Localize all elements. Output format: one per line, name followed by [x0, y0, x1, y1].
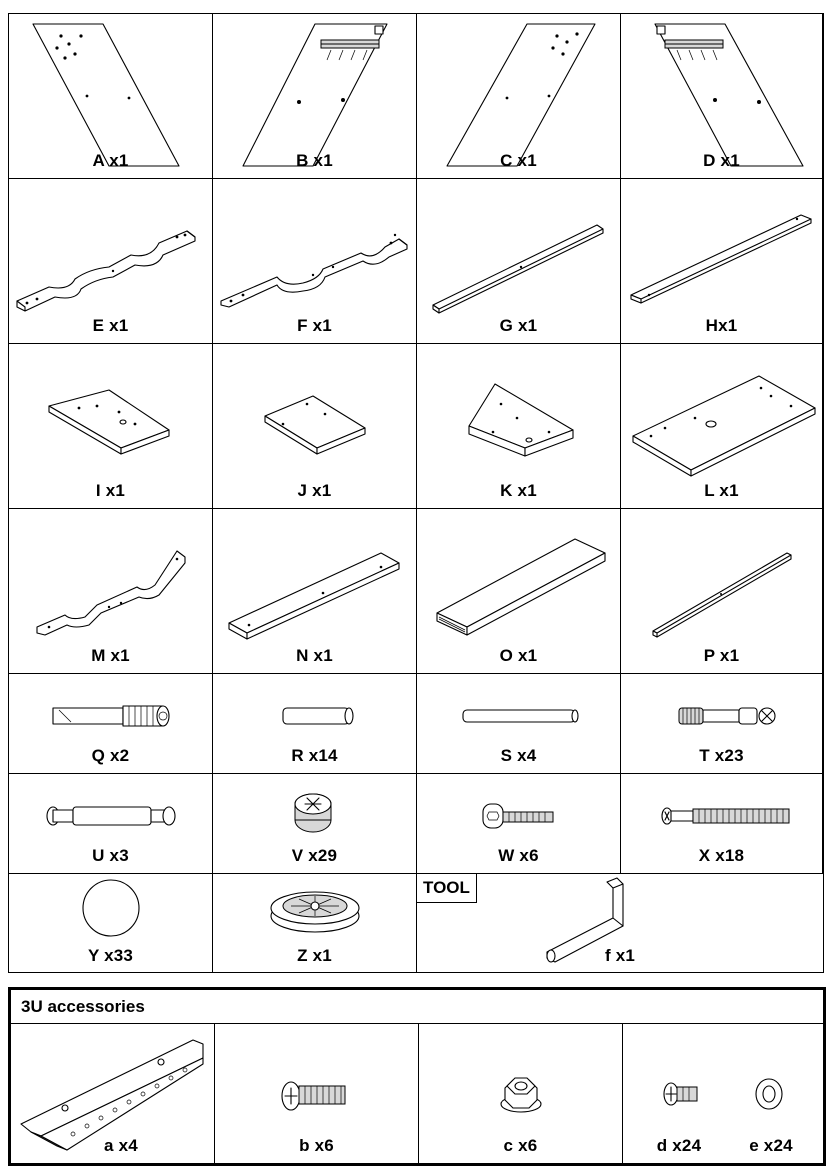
part-label-p: P x1 — [703, 646, 740, 665]
part-cell-c — [417, 14, 621, 179]
hardware-cell-t — [621, 674, 823, 774]
part-cell-m — [9, 509, 213, 674]
hardware-label-q: Q x2 — [91, 746, 130, 765]
tool-label: f x1 — [604, 946, 636, 965]
part-label-n: N x1 — [296, 646, 333, 665]
part-label-i: I x1 — [95, 481, 126, 500]
part-label-a: A x1 — [92, 151, 129, 170]
part-cell-o — [417, 509, 621, 674]
accessory-cell-c — [419, 1024, 623, 1163]
hardware-cell-x — [621, 774, 823, 874]
part-cell-h — [621, 179, 823, 344]
part-cell-j — [213, 344, 417, 509]
hardware-cell-z — [213, 874, 417, 972]
hardware-cell-y — [9, 874, 213, 972]
part-cell-i — [9, 344, 213, 509]
part-label-f: F x1 — [297, 316, 332, 335]
hardware-label-u: U x3 — [92, 846, 129, 865]
part-label-e: E x1 — [92, 316, 129, 335]
hardware-label-r: R x14 — [291, 746, 338, 765]
accessories-title: 3U accessories — [11, 990, 823, 1024]
part-cell-l — [621, 344, 823, 509]
hardware-cell-q — [9, 674, 213, 774]
hardware-cell-w — [417, 774, 621, 874]
hardware-cell-u — [9, 774, 213, 874]
part-label-l: L x1 — [704, 481, 739, 500]
hardware-label-y: Y x33 — [87, 946, 134, 965]
accessory-cell-b — [215, 1024, 419, 1163]
part-cell-n — [213, 509, 417, 674]
tool-cell — [417, 874, 823, 972]
part-cell-d — [621, 14, 823, 179]
part-cell-k — [417, 344, 621, 509]
part-label-b: B x1 — [296, 151, 333, 170]
part-cell-e — [9, 179, 213, 344]
part-cell-a — [9, 14, 213, 179]
accessory-label-d: d x24 — [656, 1136, 702, 1155]
hardware-cell-r — [213, 674, 417, 774]
part-label-m: M x1 — [91, 646, 130, 665]
part-label-k: K x1 — [500, 481, 537, 500]
accessory-label-e: e x24 — [749, 1136, 793, 1155]
accessory-label-a: a x4 — [104, 1136, 138, 1155]
part-cell-b — [213, 14, 417, 179]
tool-heading: TOOL — [417, 874, 477, 903]
hardware-label-w: W x6 — [498, 846, 539, 865]
part-cell-f — [213, 179, 417, 344]
accessory-label-b: b x6 — [299, 1136, 334, 1155]
hardware-cell-v — [213, 774, 417, 874]
hardware-label-v: V x29 — [291, 846, 338, 865]
part-label-o: O x1 — [499, 646, 538, 665]
part-label-j: J x1 — [297, 481, 332, 500]
part-cell-p — [621, 509, 823, 674]
hardware-cell-s — [417, 674, 621, 774]
hardware-label-z: Z x1 — [297, 946, 332, 965]
accessory-cell-a — [11, 1024, 215, 1163]
part-label-h: Hx1 — [705, 316, 738, 335]
part-label-d: D x1 — [703, 151, 740, 170]
part-cell-g — [417, 179, 621, 344]
part-label-g: G x1 — [499, 316, 538, 335]
accessory-label-c: c x6 — [503, 1136, 538, 1155]
hardware-label-s: S x4 — [500, 746, 537, 765]
accessory-cell-de — [623, 1024, 823, 1163]
part-label-c: C x1 — [500, 151, 537, 170]
parts-sheet — [8, 13, 824, 973]
accessories-panel — [8, 987, 826, 1166]
hardware-label-t: T x23 — [699, 746, 744, 765]
hardware-label-x: X x18 — [698, 846, 745, 865]
